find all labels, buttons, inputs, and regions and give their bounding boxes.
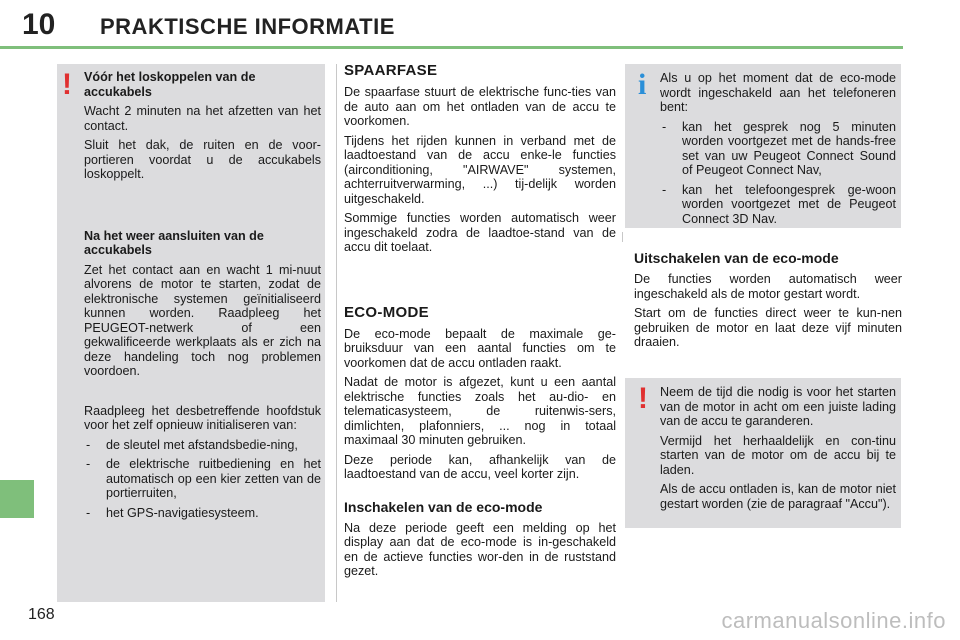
middle-column xyxy=(344,62,616,584)
reinit-text: Raadpleeg het desbetreffende hoofdstuk voor het zelf opnieuw initialiseren van: xyxy=(84,403,321,432)
info-list xyxy=(660,120,896,227)
chapter-title: PRAKTISCHE INFORMATIE xyxy=(100,14,395,39)
reinit-list xyxy=(84,438,321,521)
reconnect-text: Zet het contact aan en wacht 1 mi-nuut alvorens de motor te starten, zodat de elektronische systemen geïnitialiseerd kunnen worden. Raadpleeg het PEUGEOT-netwerk of een gekwalificeerde werkplaats als er zich na deze handeling toch nog problemen voordoen. xyxy=(84,262,321,378)
watermark: carmanualsonline.info xyxy=(721,608,946,633)
warning-exclamation-icon: ! xyxy=(62,68,72,101)
warning-exclamation-icon: ! xyxy=(638,382,648,415)
chapter-number: 10 xyxy=(22,8,56,41)
list-item: - de sleutel met afstandsbedie-ning, xyxy=(84,438,321,453)
spaarfase-text-1: De spaarfase stuurt de elektrische func-ties van de auto aan om het ontladen van de accu te voorkomen. xyxy=(344,85,616,128)
list-item: - het GPS-navigatiesysteem. xyxy=(84,506,321,521)
eco-mode-text-3: Deze periode kan, afhankelijk van de laadtoestand van de accu, veel korter zijn. xyxy=(344,452,616,481)
reconnect-title: Na het weer aansluiten van de accukabels xyxy=(84,228,264,257)
spaarfase-heading: SPAARFASE xyxy=(344,62,438,79)
eco-mode-text-2: Nadat de motor is afgezet, kunt u een aantal elektrische functies zoals het au-dio- en telematicasysteem, de ruitenwis-sers, dimlichten, plafonniers, ... nog in totaal maximaal 30 minuten gebruiken. xyxy=(344,375,616,447)
eco-mode-activation-heading: Inschakelen van de eco-mode xyxy=(344,498,543,515)
page-number: 168 xyxy=(28,606,55,623)
list-item: - kan het gesprek nog 5 minuten worden voortgezet met de hands-free set van uw Peugeot Connect Sound of Peugeot Connect Nav, xyxy=(660,120,896,178)
info-text: Als u op het moment dat de eco-mode wordt ingeschakeld aan het telefoneren bent: xyxy=(660,71,896,114)
disconnect-text-2: Sluit het dak, de ruiten en de voor-portieren voordat u de accukabels loskoppelt. xyxy=(84,138,321,181)
right-column xyxy=(634,250,902,355)
warning-text-3: Als de accu ontladen is, kan de motor niet gestart worden (zie de paragraaf "Accu"). xyxy=(660,482,896,511)
info-box-content xyxy=(660,71,896,231)
left-box-content xyxy=(84,70,321,525)
warning-text-2: Vermijd het herhaaldelijk en con-tinu starten van de motor om de accu bij te laden. xyxy=(660,433,896,477)
spaarfase-text-2: Tijdens het rijden kunnen in verband met de laadtoestand van de accu enke-le functies (airconditioning, "AIRWAVE" systemen, achterruitverwarming, ...) tij-delijk worden uitgeschakeld. xyxy=(344,133,616,206)
info-icon: i xyxy=(638,68,647,101)
eco-mode-deactivation-text-1: De functies worden automatisch weer ingeschakeld als de motor gestart wordt. xyxy=(634,272,902,301)
chapter-side-tab xyxy=(0,480,34,518)
eco-mode-activation-text: Na deze periode geeft een melding op het display aan dat de eco-mode is in-geschakeld en de actieve functies wor-den in de ruststand gezet. xyxy=(344,520,616,578)
column-divider-small xyxy=(622,232,623,242)
eco-mode-text-1: De eco-mode bepaalt de maximale ge-bruiksduur van een aantal functies om te voorkomen dat de accu ontladen raakt. xyxy=(344,326,616,370)
column-divider xyxy=(336,64,337,602)
spaarfase-text-3: Sommige functies worden automatisch weer ingeschakeld zodra de laadtoe-stand van de accu dit toelaat. xyxy=(344,211,616,254)
warning-box-content xyxy=(660,385,896,516)
eco-mode-deactivation-text-2: Start om de functies direct weer te kun-nen gebruiken de motor en laat deze vijf minuten draaien. xyxy=(634,306,902,349)
disconnect-text-1: Wacht 2 minuten na het afzetten van het contact. xyxy=(84,104,321,133)
list-item: - de elektrische ruitbediening en het automatisch op een kier zetten van de portierruiten, xyxy=(84,457,321,501)
eco-mode-deactivation-heading: Uitschakelen van de eco-mode xyxy=(634,250,839,266)
warning-text-1: Neem de tijd die nodig is voor het starten van de motor in acht om een juiste lading van de accu te garanderen. xyxy=(660,385,896,428)
eco-mode-heading: ECO-MODE xyxy=(344,303,429,321)
disconnect-title: Vóór het loskoppelen van de accukabels xyxy=(84,70,256,99)
list-item: - kan het telefoongesprek ge-woon worden voortgezet met de Peugeot Connect 3D Nav. xyxy=(660,183,896,227)
header-rule xyxy=(0,46,903,49)
